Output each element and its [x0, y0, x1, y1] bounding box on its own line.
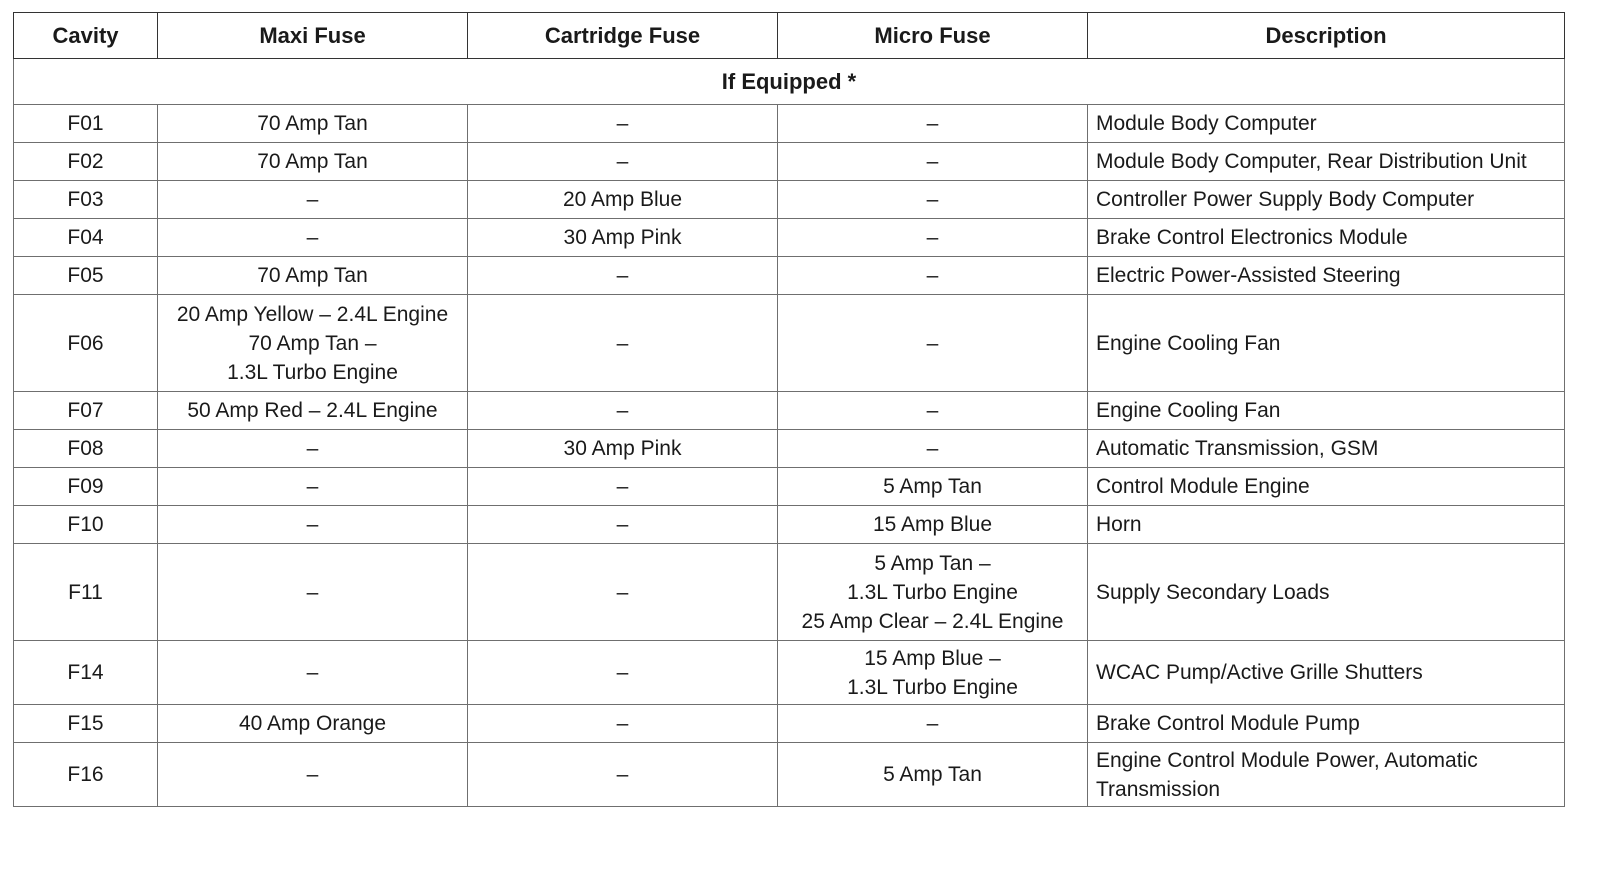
cell-description-line: Controller Power Supply Body Computer [1096, 188, 1475, 211]
cell-micro-fuse-line: – [926, 226, 939, 249]
cell-cavity: F05 [14, 257, 158, 295]
cell-micro-fuse-line: – [926, 437, 939, 460]
cell-cavity: F01 [14, 105, 158, 143]
table-row [14, 392, 1565, 430]
cell-description-line: Engine Cooling Fan [1096, 331, 1281, 355]
header-maxi-fuse: Maxi Fuse [158, 13, 468, 59]
header-cartridge-fuse: Cartridge Fuse [468, 13, 778, 59]
cell-micro-fuse [778, 257, 1088, 295]
cell-cartridge-fuse [468, 295, 778, 392]
cell-maxi-fuse [158, 468, 468, 506]
cell-cartridge-fuse-line: – [616, 475, 629, 498]
cell-micro-fuse-line: – [926, 399, 939, 422]
cell-description [1088, 105, 1565, 143]
cell-micro-fuse-line: – [926, 712, 939, 735]
cell-maxi-fuse [158, 544, 468, 641]
cell-maxi-fuse [158, 430, 468, 468]
cell-cartridge-fuse [468, 430, 778, 468]
cell-cartridge-fuse [468, 468, 778, 506]
cell-cartridge-fuse [468, 181, 778, 219]
table-row [14, 257, 1565, 295]
cell-micro-fuse [778, 430, 1088, 468]
cell-description-line: Transmission [1096, 777, 1221, 801]
table-row [14, 743, 1565, 807]
cell-description [1088, 219, 1565, 257]
cell-micro-fuse [778, 743, 1088, 807]
cell-description-line: Electric Power-Assisted Steering [1096, 264, 1401, 287]
cell-description [1088, 743, 1565, 807]
cell-maxi-fuse-line: – [306, 763, 319, 786]
cell-maxi-fuse-line: 40 Amp Orange [238, 712, 387, 735]
cell-cartridge-fuse-line: – [616, 112, 629, 135]
table-row [14, 430, 1565, 468]
cell-description [1088, 257, 1565, 295]
cell-cavity: F16 [14, 743, 158, 807]
cell-cartridge-fuse [468, 392, 778, 430]
cell-description-line: Engine Cooling Fan [1096, 399, 1281, 422]
cell-maxi-fuse [158, 181, 468, 219]
cell-micro-fuse [778, 506, 1088, 544]
cell-description [1088, 181, 1565, 219]
cell-cavity: F07 [14, 392, 158, 430]
cell-micro-fuse-line: 5 Amp Tan [883, 475, 982, 498]
table-row [14, 105, 1565, 143]
cell-description-line: Module Body Computer, Rear Distribution Unit [1096, 150, 1527, 173]
table-row [14, 705, 1565, 743]
cell-cartridge-fuse-line: 20 Amp Blue [562, 188, 683, 211]
cell-cartridge-fuse-line: – [616, 712, 629, 735]
section-row [14, 59, 1565, 105]
cell-maxi-fuse [158, 257, 468, 295]
cell-maxi-fuse-line: – [306, 188, 319, 211]
cell-maxi-fuse [158, 705, 468, 743]
cell-maxi-fuse-line: – [306, 475, 319, 498]
cell-micro-fuse [778, 705, 1088, 743]
header-micro-fuse: Micro Fuse [778, 13, 1088, 59]
cell-cartridge-fuse [468, 257, 778, 295]
cell-cavity: F10 [14, 506, 158, 544]
cell-description-line: Automatic Transmission, GSM [1096, 437, 1379, 460]
table-row [14, 468, 1565, 506]
cell-description-line: WCAC Pump/Active Grille Shutters [1096, 661, 1423, 684]
cell-cartridge-fuse [468, 105, 778, 143]
table-row [14, 295, 1565, 392]
cell-cartridge-fuse [468, 544, 778, 641]
cell-micro-fuse-line: 15 Amp Blue [872, 513, 993, 536]
cell-micro-fuse [778, 295, 1088, 392]
table-row [14, 544, 1565, 641]
cell-micro-fuse-line: – [926, 188, 939, 211]
cell-cartridge-fuse [468, 705, 778, 743]
cell-maxi-fuse-line: – [306, 437, 319, 460]
cell-cavity: F06 [14, 295, 158, 392]
cell-description [1088, 430, 1565, 468]
cell-cartridge-fuse-line: 30 Amp Pink [563, 226, 682, 249]
header-description: Description [1088, 13, 1565, 59]
cell-micro-fuse-line: – [926, 112, 939, 135]
cell-cartridge-fuse-line: – [616, 264, 629, 287]
cell-description-line: Brake Control Module Pump [1096, 712, 1360, 735]
cell-cartridge-fuse-line: – [616, 331, 629, 355]
cell-maxi-fuse-line: 20 Amp Yellow – 2.4L Engine [176, 302, 449, 326]
cell-description [1088, 641, 1565, 705]
cell-cavity: F14 [14, 641, 158, 705]
cell-cartridge-fuse-line: – [616, 661, 629, 684]
cell-description [1088, 468, 1565, 506]
cell-micro-fuse [778, 544, 1088, 641]
cell-micro-fuse [778, 143, 1088, 181]
cell-cavity: F03 [14, 181, 158, 219]
fuse-table [13, 12, 1565, 807]
cell-maxi-fuse [158, 392, 468, 430]
cell-cartridge-fuse [468, 506, 778, 544]
cell-maxi-fuse [158, 506, 468, 544]
cell-micro-fuse [778, 105, 1088, 143]
cell-description [1088, 544, 1565, 641]
cell-micro-fuse-line: 1.3L Turbo Engine [847, 675, 1018, 699]
cell-cartridge-fuse-line: – [616, 763, 629, 786]
cell-cartridge-fuse [468, 641, 778, 705]
cell-maxi-fuse [158, 641, 468, 705]
cell-description-line: Engine Control Module Power, Automatic [1096, 748, 1478, 772]
cell-description [1088, 705, 1565, 743]
cell-micro-fuse-line: – [926, 150, 939, 173]
cell-micro-fuse-line: – [926, 264, 939, 287]
cell-micro-fuse [778, 219, 1088, 257]
table-row [14, 506, 1565, 544]
cell-cavity: F11 [14, 544, 158, 641]
cell-micro-fuse-line: 5 Amp Tan [883, 763, 982, 786]
cell-cartridge-fuse [468, 219, 778, 257]
cell-description [1088, 143, 1565, 181]
table-row [14, 219, 1565, 257]
cell-description [1088, 506, 1565, 544]
cell-maxi-fuse-line: – [306, 513, 319, 536]
cell-micro-fuse [778, 392, 1088, 430]
cell-description [1088, 392, 1565, 430]
cell-maxi-fuse-line: 70 Amp Tan [257, 264, 368, 287]
cell-cartridge-fuse-line: – [616, 513, 629, 536]
cell-cavity: F09 [14, 468, 158, 506]
cell-cartridge-fuse-line: – [616, 580, 629, 604]
cell-micro-fuse-line: 25 Amp Clear – 2.4L Engine [801, 609, 1064, 633]
cell-description-line: Brake Control Electronics Module [1096, 226, 1408, 249]
cell-maxi-fuse-line: – [306, 580, 319, 604]
cell-maxi-fuse-line: – [306, 226, 319, 249]
cell-cartridge-fuse-line: – [616, 399, 629, 422]
cell-description-line: Horn [1096, 513, 1142, 536]
cell-maxi-fuse [158, 743, 468, 807]
cell-maxi-fuse [158, 105, 468, 143]
cell-maxi-fuse [158, 295, 468, 392]
cell-micro-fuse-line: 5 Amp Tan – [874, 551, 991, 575]
cell-maxi-fuse-line: 70 Amp Tan – [248, 331, 377, 355]
cell-micro-fuse-line: 15 Amp Blue – [864, 646, 1001, 670]
section-label: If Equipped * [14, 59, 1565, 105]
cell-maxi-fuse-line: 1.3L Turbo Engine [227, 360, 398, 384]
cell-maxi-fuse-line: 70 Amp Tan [257, 112, 368, 135]
cell-cavity: F04 [14, 219, 158, 257]
cell-micro-fuse [778, 181, 1088, 219]
cell-maxi-fuse-line: 50 Amp Red – 2.4L Engine [187, 399, 438, 422]
cell-micro-fuse-line: 1.3L Turbo Engine [847, 580, 1018, 604]
cell-cartridge-fuse [468, 743, 778, 807]
cell-maxi-fuse-line: – [306, 661, 319, 684]
cell-description-line: Module Body Computer [1096, 112, 1317, 135]
cell-cartridge-fuse [468, 143, 778, 181]
cell-maxi-fuse [158, 143, 468, 181]
cell-description-line: Control Module Engine [1096, 475, 1310, 498]
cell-maxi-fuse [158, 219, 468, 257]
cell-description-line: Supply Secondary Loads [1096, 580, 1330, 604]
table-row [14, 641, 1565, 705]
cell-cartridge-fuse-line: 30 Amp Pink [563, 437, 682, 460]
table-row [14, 143, 1565, 181]
cell-micro-fuse-line: – [926, 331, 939, 355]
cell-description [1088, 295, 1565, 392]
cell-cavity: F02 [14, 143, 158, 181]
cell-cavity: F15 [14, 705, 158, 743]
table-row [14, 181, 1565, 219]
header-row [14, 13, 1565, 59]
header-cavity: Cavity [14, 13, 158, 59]
cell-cavity: F08 [14, 430, 158, 468]
cell-maxi-fuse-line: 70 Amp Tan [257, 150, 368, 173]
cell-micro-fuse [778, 468, 1088, 506]
cell-micro-fuse [778, 641, 1088, 705]
cell-cartridge-fuse-line: – [616, 150, 629, 173]
